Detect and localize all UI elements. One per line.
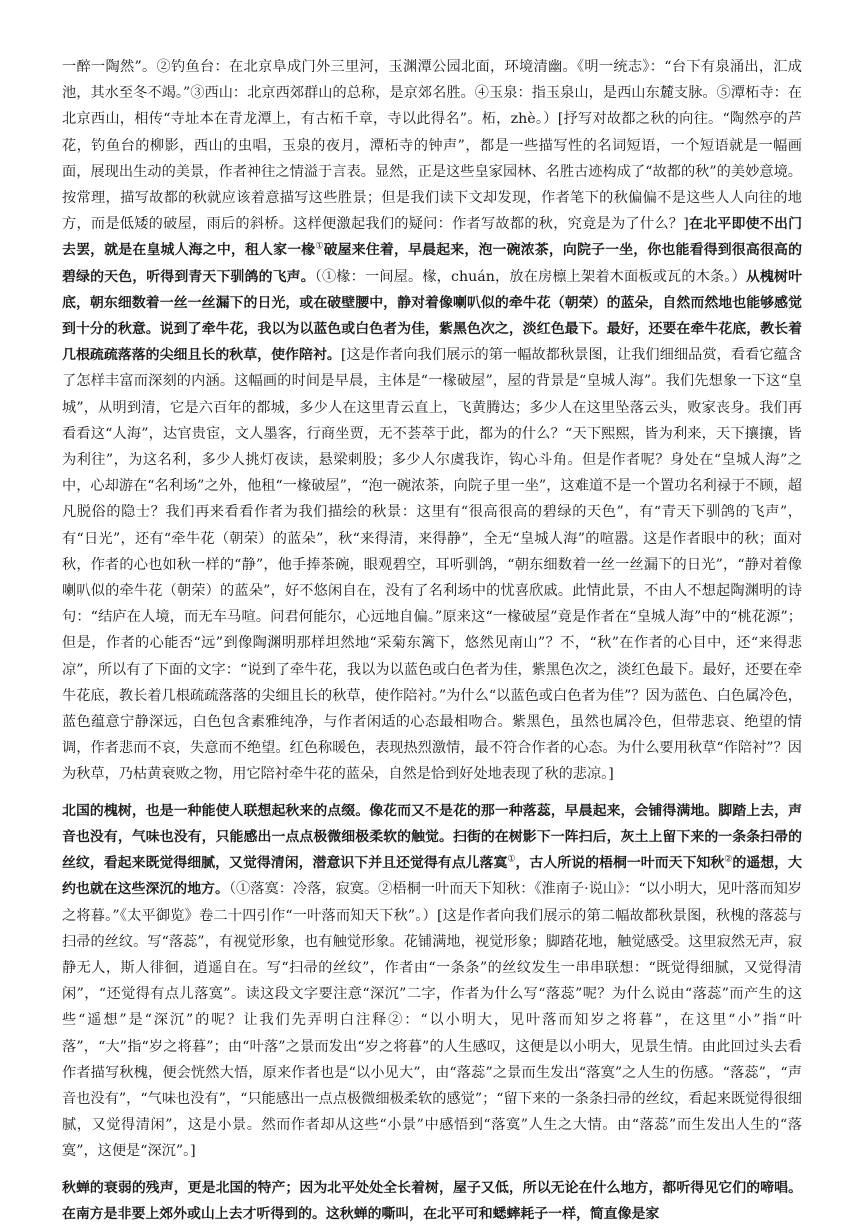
paragraph-2 [62,798,802,1165]
paragraph-3 [62,1175,802,1227]
footnote-marker: ① [507,854,516,865]
original-text: 的遥想，大约也就在这些深沉的地方。 [62,855,802,898]
annotation-text: 一醉一陶然”。②钓鱼台：在北京阜成门外三里河，玉渊潭公园北面，环境清幽。《明一统志》：“台下有泉涌出，汇成池，其水至冬不竭。”③西山：北京西郊群山的总称，是京郊名胜。④玉泉：指玉泉山，是西山东麓支脉。⑤潭柘寺：在北京西山，相传“寺址本在青龙潭上，有古柘千章，寺以此得名”。柘，zhè。）[抒写对故都之秋的向往。“陶然亭的芦花，钓鱼台的柳影，西山的虫唱，玉泉的夜月，潭柘寺的钟声”，都是一些描写性的名词短语，一个短语就是一幅画面，展现出生动的美景，作者神往之情溢于言表。显然，正是这些皇家园林、名胜古迹构成了“故都的秋”的美妙意境。按常理，描写故都的秋就应该着意描写这些胜景；但是我们读下文却发现，作者笔下的秋偏偏不是这些人人向往的地方，而是低矮的破屋，雨后的斜桥。这样便激起我们的疑问：作者写故都的秋，究竟是为了什么？] [62,59,802,233]
footnote-marker: ② [724,854,733,865]
paragraph-1 [62,54,802,788]
annotation-text: （①椽：一间屋。椽，chuán，放在房檩上架着木面板或瓦的木条。） [314,268,746,285]
original-text: 从槐树叶底，朝东细数着一丝一丝漏下的日光，或在破壁腰中，静对着像喇叭似的牵牛花（朝荣）的蓝朵，自然而然地也能够感觉到十分的秋意。说到了牵牛花，我以为以蓝色或白色者为佳，紫黑色次之，淡红色最下。最好，还要在牵牛花底，教长着几根疏疏落落的尖细且长的秋草，使作陪衬。 [62,268,802,364]
analysis-text: [这是作者向我们展示的第一幅故都秋景图，让我们细细品赏，看看它蕴含了怎样丰富而深刻的内涵。这幅画的时间是早晨，主体是“一椽破屋”，屋的背景是“皇城人海”。我们先想象一下这“皇城”，从明到清，它是六百年的都城，多少人在这里青云直上，飞黄腾达；多少人在这里坠落云头，败家丧身。我们再看看这“人海”，达官贵宦，文人墨客，行商坐贾，无不荟萃于此，都为的什么？“天下熙熙，皆为利来，天下攘攘，皆为利往”，为这名利，多少人挑灯夜读，悬梁刺股；多少人尔虞我诈，钩心斗角。但是作者呢？身处在“皇城人海”之中，心却游在“名利场”之外，他租“一椽破屋”，“泡一碗浓茶，向院子里一坐”，这难道不是一个置功名利禄于不顾，超凡脱俗的隐士？我们再来看看作者为我们描绘的秋景：这里有“很高很高的碧绿的天色”，有“青天下驯鸽的飞声”，有“日光”，还有“牵牛花（朝荣）的蓝朵”，秋“来得清，来得静”，全无“皇城人海”的喧嚣。这是作者眼中的秋；面对秋，作者的心也如秋一样的“静”，他手捧茶碗，眼观碧空，耳听驯鸽，“朝东细数着一丝一丝漏下的日光”，“静对着像喇叭似的牵牛花（朝荣）的蓝朵”，好不悠闲自在，没有了名利场中的忧喜欣戚。此情此景，不由人不想起陶渊明的诗句：“结庐在人境，而无车马喧。问君何能尔，心远地自偏。”原来这“一椽破屋”竟是作者在“皇城人海”中的“桃花源”；但是，作者的心能否“远”到像陶渊明那样坦然地“采菊东篱下，悠然见南山”？不，“秋”在作者的心目中，还“来得悲凉”，所以有了下面的文字：“说到了牵牛花，我以为以蓝色或白色者为佳，紫黑色次之，淡红色最下。最好，还要在牵牛花底，教长着几根疏疏落落的尖细且长的秋草，使作陪衬。”为什么“以蓝色或白色者为佳”？因为蓝色、白色属冷色，蓝色蕴意宁静深远，白色包含素雅纯净，与作者闲适的心态最相吻合。紫黑色，虽然也属冷色，但带悲哀、绝望的情调，作者悲而不哀，失意而不绝望。红色称暖色，表现热烈激情，最不符合作者的心态。为什么要用秋草“作陪衬”？因为秋草，乃枯黄衰败之物，用它陪衬牵牛花的蓝朵，自然是恰到好处地表现了秋的悲凉。] [62,347,802,783]
original-text: 破屋来住着，早晨起来，泡一碗浓茶，向院子一坐，你也能看得到很高很高的碧绿的天色，听得到青天下驯鸽的飞声。 [62,242,802,285]
original-text: 北国的槐树，也是一种能使人联想起秋来的点缀。像花而又不是花的那一种落蕊，早晨起来，会铺得满地。脚踏上去，声音也没有，气味也没有，只能感出一点点极微细极柔软的触觉。扫街的在树影下一阵扫后，灰土上留下来的一条条扫帚的丝纹，看起来既觉得细腻，又觉得清闲，潜意识下并且还觉得有点儿落寞 [62,802,802,872]
original-text: 秋蝉的衰弱的残声，更是北国的特产；因为北平处处全长着树，屋子又低，所以无论在什么地方，都听得见它们的啼唱。在南方是非要上郊外或山上去才听得到的。这秋蝉的嘶叫，在北平可和蟋蟀耗子一样，简直像是家 [62,1179,802,1222]
footnote-marker: ① [315,241,324,252]
original-text: 在北平即使不出门去罢，就是在皇城人海之中，租人家一椽 [62,216,802,259]
document-page [62,54,802,1227]
original-text: ，古人所说的梧桐一叶而天下知秋 [515,855,725,872]
annotation-text: （①落寞：冷落，寂寞。②梧桐一叶而天下知秋：《淮南子·说山》：“以小明大，见叶落而知岁之将暮。”《太平御览》卷二十四引作“一叶落而知天下秋”。）[这是作者向我们展示的第二幅故都秋景图，秋槐的落蕊与扫帚的丝纹。写“落蕊”，有视觉形象，也有触觉形象。花铺满地，视觉形象；脚踏花地，触觉感受。这里寂然无声，寂静无人，斯人徘徊，逍遥自在。写“扫帚的丝纹”，作者由“一条条”的丝纹发生一串串联想：“既觉得细腻，又觉得清闲”，“还觉得有点儿落寞”。读这段文字要注意“深沉”二字，作者为什么写“落蕊”呢？为什么说由“落蕊”而产生的这些“遥想”是“深沉”的呢？让我们先弄明白注释②：“以小明大，见叶落而知岁之将暮”，在这里“小”指“叶落”，“大”指“岁之将暮”；由“叶落”之景而发出“岁之将暮”的人生感叹，这便是以小明大，见景生情。由此回过头去看作者描写秋槐，便会恍然大悟，原来作者也是“以小见大”，由“落蕊”之景而生发出“落寞”之人生的伤感。“落蕊”，“声音也没有”，“气味也没有”，“只能感出一点点极微细极柔软的感觉”；“留下来的一条条扫帚的丝纹，看起来既觉得很细腻，又觉得清闲”，这是小景。然而作者却从这些“小景”中感悟到“落寞”人生之大情。由“落蕊”而生发出人生的“落寞”，这便是“深沉”。] [62,881,803,1160]
